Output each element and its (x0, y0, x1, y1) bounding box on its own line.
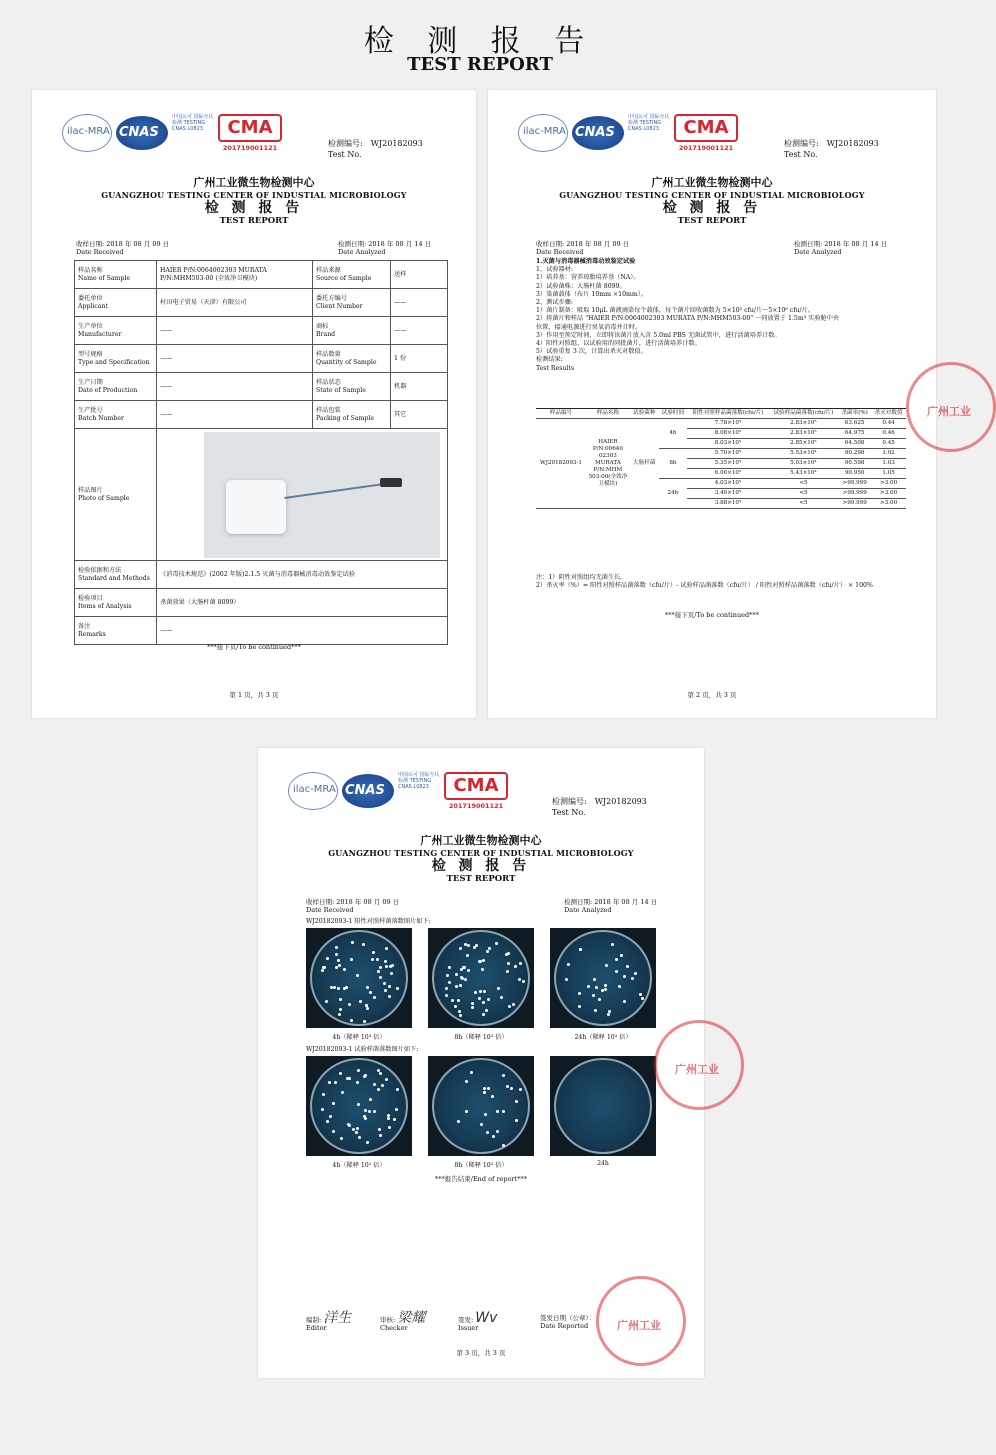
page-number: 第 1 页，共 3 页 (229, 691, 279, 699)
procedure-line: 1）菌片制备：吸取 10μL 菌液滴染每个载体，每个菌片回收菌数为 5×10⁵ cfu/片～5×10⁶ cfu/片。 (536, 307, 814, 315)
dish-label: 24h (597, 1160, 609, 1167)
report-header (32, 174, 476, 226)
ilac-logo: ilac-MRA (62, 114, 112, 152)
petri-dish-photo (306, 1056, 412, 1156)
info-row: 样品名称 Name of Sample HAIER P/N:0064002303 MURATA P/N:MHM503-00 (全效净卫模块) 样品来源 Source of Sample 送样 (75, 261, 448, 289)
procedure-line: 3）作用至预定时间，立即将该菌片放入含 5.0ml PBS 无菌试管中，进行活菌培养计数。 (536, 331, 781, 339)
date-received: 收样日期: 2018 年 08 月 09 日 Date Received (306, 898, 400, 914)
logos (288, 764, 504, 814)
results-header: 杀灭对数值 (871, 409, 906, 419)
banner-title-zh: 检 测 报 告 (363, 24, 597, 59)
continued-note: ***接下页/To be continued*** (207, 643, 301, 651)
procedure-text: 1.灭菌与消毒器械消毒动效鉴定试验 1、试验器材: 1）培养基：营养琼脂培养基（NA）。 2）试验菌株：大肠杆菌 8099。 3）染菌载体（布片 10mm ×10mm）。 2、测试步骤: 1）菌片制备：吸取 10μL 菌液滴染每个载体，每个菌片回收菌数为 5×10⁵ cfu/片～5×10⁶ cfu/片。 2）将菌片和样品 "HAIER P/N:0064002303 MURATA P/N:MHM503-00" 一同放置于 1.5m³ 实验舱中央 位置，接通电源进行臭氧消毒并计时。 3）作用至预定时间，立即将该菌片放入含 5.0ml PBS 无菌试管中，进行活菌培养计数。 4）阳性对照组，以试验用的同批菌片，进行活菌培养计数。 5）试验重复 3 次，计算出杀灭对数值。 检测结果: Test Results (536, 258, 916, 373)
red-seal: 广州工业 (906, 362, 996, 452)
results-row: 8h 5.70×10⁵ 5.53×10⁴ 90.298 1.02 (536, 449, 906, 459)
remarks-value: —— (157, 617, 448, 645)
procedure-line: 1、试验器材: (536, 266, 573, 274)
report-title-zh: 检 测 报 告 (662, 200, 762, 216)
report-page-3 (258, 748, 719, 1378)
results-row: WJ20182093-1 HAIER P/N:00640 02303 MURATA P/N:MHM 503-00(全效净卫模块) 大肠杆菌 4h 7.78×10⁵ 2.83×10⁵ 63.625 0.44 (536, 419, 906, 429)
procedure-line: 位置，接通电源进行臭氧消毒并计时。 (536, 323, 642, 331)
ilac-logo: ilac-MRA (518, 114, 568, 152)
center-name-en: GUANGZHOU TESTING CENTER OF INDUSTIAL MICROBIOLOGY (328, 848, 634, 858)
report-header (258, 832, 704, 884)
date-analyzed: 检测日期: 2018 年 08 月 14 日 Date Analyzed (338, 240, 432, 256)
results-row: 3.88×10⁵ <5 >99.999 >3.00 (536, 499, 906, 509)
cma-logo: CMA (444, 772, 508, 800)
cma-number: 201719001121 (678, 144, 734, 152)
logos (62, 106, 278, 156)
red-seal-edge: 广州工业 (654, 1020, 744, 1110)
cma-logo: CMA (674, 114, 738, 142)
procedure-line: Test Results (536, 364, 575, 372)
banner-title-en: TEST REPORT (407, 54, 553, 75)
cma-logo: CMA (218, 114, 282, 142)
results-header: 样品编号 (536, 409, 586, 419)
dish-label: 4h（稀释 10² 倍） (332, 1162, 386, 1169)
info-row: 委托单位 Applicant 村田电子贸易（天津）有限公司 委托方编号 Client Number —— (75, 289, 448, 317)
results-header: 试验菌种 (630, 409, 659, 419)
test-number: 检测编号: WJ20182093 Test No. (552, 797, 647, 817)
banner (0, 0, 960, 88)
results-notes: 注：1）阴性对照组均无菌生长。 2）杀灭率（%）= 阳性对照样品菌落数（cfu/片）- 试验样品菌落数（cfu/片） / 阳性对照样品菌落数（cfu/片） × 100% (536, 574, 873, 590)
sample-info-table: 样品名称 Name of Sample HAIER P/N:0064002303 MURATA P/N:MHM503-00 (全效净卫模块) 样品来源 Source of Sample 送样 委托单位 Applicant 村田电子贸易（天津）有限公司 委托方编号 Client Number —— 生产单位 Manufacturer —— 商标 Brand —— 型号规格 Type and Specification —— 样品数量 Quantity of Sample 1 份 生产日期 Date of Production —— 样品状态 State of Sample 机器 生产批号 Batch Number —— 样品包装 Packing of Sample 其它 样品图片 Photo of Sample 检验依据和方法 Standard and Methods 《消毒技术规范》(2002 年版)2.1.5 灭菌与消毒器械消毒动效鉴定试验 检验项目 Items of Analysis 杀菌效果（大肠杆菌 8099） 备注 Remarks —— (74, 260, 448, 645)
results-header: 样品名称 (586, 409, 630, 419)
procedure-line: 2、测试步骤: (536, 299, 573, 307)
cnas-logo: CNAS (116, 116, 168, 150)
cnas-text: 中国认可 国际互认 检测 TESTING CNAS L0823 (172, 114, 214, 132)
report-title-en: TEST REPORT (219, 216, 289, 226)
petri-dish-photo (428, 928, 534, 1028)
page-number: 第 2 页，共 3 页 (687, 691, 737, 699)
info-row: 生产批号 Batch Number —— 样品包装 Packing of Sample 其它 (75, 401, 448, 429)
checker-sign: 审核: 梁耀 Checker (380, 1310, 426, 1332)
results-table (536, 408, 906, 509)
report-page-2 (488, 90, 971, 718)
cnas-text: 中国认可 国际互认 检测 TESTING CNAS L0823 (628, 114, 670, 132)
cnas-logo: CNAS (342, 774, 394, 808)
results-row: 24h 4.03×10⁵ <5 >99.999 >3.00 (536, 479, 906, 489)
dish-label: 8h（稀释 10³ 倍） (454, 1034, 508, 1041)
center-name-zh: 广州工业微生物检测中心 (420, 834, 542, 847)
dish-label: 8h（稀释 10² 倍） (454, 1162, 508, 1169)
procedure-line: 4）阳性对照组，以试验用的同批菌片，进行活菌培养计数。 (536, 340, 701, 348)
petri-dish-photo (306, 928, 412, 1028)
results-header: 试验时间 (659, 409, 688, 419)
red-seal: 广州工业 (596, 1276, 686, 1366)
report-title-en: TEST REPORT (446, 874, 516, 884)
procedure-line: 2）将菌片和样品 "HAIER P/N:0064002303 MURATA P/N:MHM503-00" 一同放置于 1.5m³ 实验舱中央 (536, 315, 840, 323)
dish-label: 4h（稀释 10³ 倍） (332, 1034, 386, 1041)
date-received: 收样日期: 2018 年 08 月 09 日 Date Received (76, 240, 170, 256)
petri-dish-photo (428, 1056, 534, 1156)
report-page-1 (32, 90, 476, 718)
page-number: 第 3 页，共 3 页 (456, 1349, 506, 1357)
center-name-zh: 广州工业微生物检测中心 (651, 176, 773, 189)
results-row: 3.40×10⁵ <5 >99.999 >3.00 (536, 489, 906, 499)
report-header (488, 174, 936, 226)
results-row: 6.00×10⁵ 5.43×10⁴ 90.950 1.05 (536, 469, 906, 479)
results-header: 试验样品菌落数(cfu/片) (769, 409, 838, 419)
sample-photo (157, 429, 448, 561)
date-reported: 签发日期（公章）： Date Reported (540, 1314, 596, 1330)
procedure-line: 1）培养基：营养琼脂培养基（NA）。 (536, 274, 640, 282)
logos (518, 106, 734, 156)
results-row: 8.03×10⁵ 2.85×10⁵ 64.508 0.45 (536, 439, 906, 449)
items-value: 杀菌效果（大肠杆菌 8099） (157, 589, 448, 617)
cma-number: 201719001121 (448, 802, 504, 810)
info-row: 生产日期 Date of Production —— 样品状态 State of Sample 机器 (75, 373, 448, 401)
report-title-zh: 检 测 报 告 (431, 858, 531, 874)
positive-caption: WJ20182093-1 阳性对照样菌落数图片如下: (306, 918, 431, 925)
report-title-zh: 检 测 报 告 (204, 200, 304, 216)
ilac-logo: ilac-MRA (288, 772, 338, 810)
editor-sign: 编制: 洋生 Editor (306, 1310, 352, 1332)
results-header: 阳性对照样品菌落数(cfu/片) (687, 409, 769, 419)
report-title-en: TEST REPORT (677, 216, 747, 226)
procedure-line: 2）试验菌株：大肠杆菌 8099。 (536, 282, 626, 290)
test-number: 检测编号: WJ20182093 Test No. (328, 139, 423, 159)
center-name-zh: 广州工业微生物检测中心 (193, 176, 315, 189)
date-analyzed: 检测日期: 2018 年 08 月 14 日 Date Analyzed (564, 898, 658, 914)
cnas-logo: CNAS (572, 116, 624, 150)
test-caption: WJ20182093-1 试验样菌落数图片如下: (306, 1046, 419, 1053)
method-value: 《消毒技术规范》(2002 年版)2.1.5 灭菌与消毒器械消毒动效鉴定试验 (157, 561, 448, 589)
procedure-line: 5）试验重复 3 次，计算出杀灭对数值。 (536, 348, 647, 356)
issuer-sign: 签发: Wv Issuer (458, 1310, 498, 1332)
results-row: 8.08×10⁵ 2.83×10⁵ 64.975 0.46 (536, 429, 906, 439)
dish-label: 24h（稀释 10³ 倍） (574, 1034, 632, 1041)
center-name-en: GUANGZHOU TESTING CENTER OF INDUSTIAL MICROBIOLOGY (101, 190, 407, 200)
results-row: 5.35×10⁵ 5.03×10⁴ 90.598 1.03 (536, 459, 906, 469)
procedure-line: 检测结果: (536, 356, 563, 364)
center-name-en: GUANGZHOU TESTING CENTER OF INDUSTIAL MICROBIOLOGY (559, 190, 865, 200)
info-row: 型号规格 Type and Specification —— 样品数量 Quantity of Sample 1 份 (75, 345, 448, 373)
continued-note: ***接下页/To be continued*** (665, 611, 759, 619)
test-number: 检测编号: WJ20182093 Test No. (784, 139, 879, 159)
end-of-report: ***报告结束/End of report*** (435, 1175, 527, 1183)
date-received: 收样日期: 2018 年 08 月 09 日 Date Received (536, 240, 630, 256)
info-row: 生产单位 Manufacturer —— 商标 Brand —— (75, 317, 448, 345)
petri-dish-photo (550, 1056, 656, 1156)
cnas-text: 中国认可 国际互认 检测 TESTING CNAS L0823 (398, 772, 440, 790)
procedure-line: 3）染菌载体（布片 10mm ×10mm）。 (536, 290, 648, 298)
date-analyzed: 检测日期: 2018 年 08 月 14 日 Date Analyzed (794, 240, 888, 256)
petri-dish-photo (550, 928, 656, 1028)
results-header: 杀菌率(%) (838, 409, 871, 419)
cma-number: 201719001121 (222, 144, 278, 152)
